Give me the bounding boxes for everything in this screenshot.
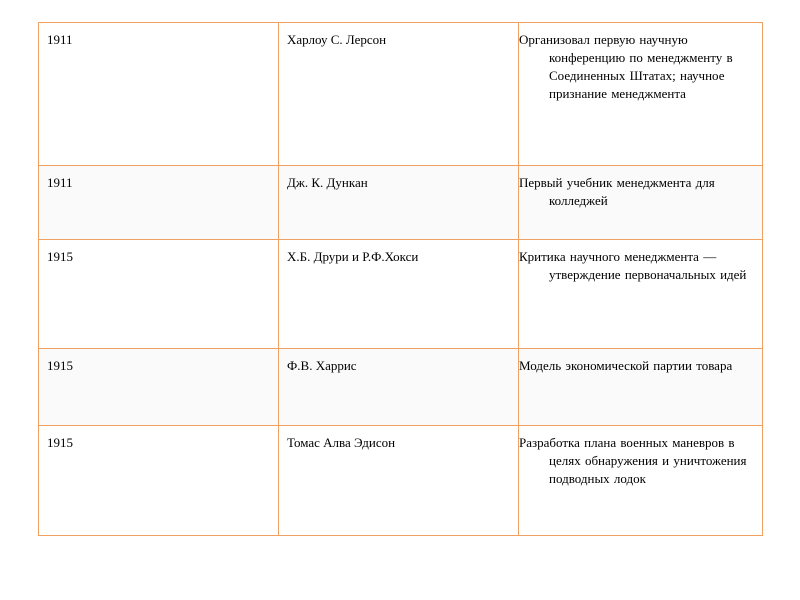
management-history-table bbox=[38, 22, 763, 536]
event-cell: Организовал первую научную конференцию по менеджменту в Соединенных Штатах; научное признание менеджмента bbox=[519, 23, 763, 166]
person-cell: Х.Б. Друри и Р.Ф.Хокси bbox=[279, 240, 519, 349]
person-cell: Харлоу С. Лерсон bbox=[279, 23, 519, 166]
year-cell: 1911 bbox=[39, 23, 279, 166]
table-row bbox=[39, 240, 763, 349]
person-cell: Ф.В. Харрис bbox=[279, 349, 519, 426]
table-row bbox=[39, 23, 763, 166]
year-cell: 1911 bbox=[39, 166, 279, 240]
event-cell: Первый учебник менеджмента для колледжей bbox=[519, 166, 763, 240]
event-cell: Разработка плана военных маневров в целях обнаружения и уничтожения подводных лодок bbox=[519, 426, 763, 536]
history-table-container bbox=[38, 22, 762, 536]
event-cell: Критика научного менеджмента — утверждение первоначальных идей bbox=[519, 240, 763, 349]
table-row bbox=[39, 426, 763, 536]
table-row bbox=[39, 349, 763, 426]
person-cell: Томас Алва Эдисон bbox=[279, 426, 519, 536]
year-cell: 1915 bbox=[39, 240, 279, 349]
table-row bbox=[39, 166, 763, 240]
year-cell: 1915 bbox=[39, 349, 279, 426]
year-cell: 1915 bbox=[39, 426, 279, 536]
person-cell: Дж. К. Дункан bbox=[279, 166, 519, 240]
event-cell: Модель экономической партии товара bbox=[519, 349, 763, 426]
